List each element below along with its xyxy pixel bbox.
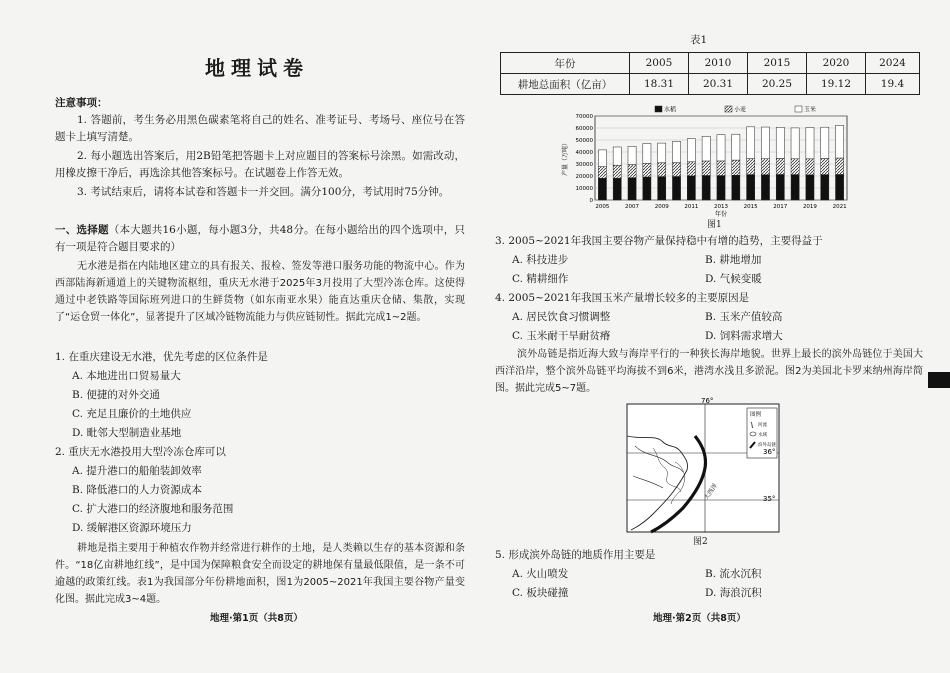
bar-segment <box>806 128 814 159</box>
legend-label: 小麦 <box>734 106 747 114</box>
question-2: 2. 重庆无水港投用大型冷冻仓库可以 <box>55 446 226 458</box>
bar-segment <box>702 161 710 176</box>
table-cell: 耕地总面积（亿亩） <box>501 74 630 95</box>
bar-segment <box>598 178 606 200</box>
farmland-table <box>500 52 920 95</box>
page-footer-left: 地理·第1页（共8页） <box>210 613 303 624</box>
bar-segment <box>687 162 695 176</box>
bar-segment <box>836 174 844 200</box>
bar-segment <box>776 127 784 158</box>
bar-segment <box>628 146 636 164</box>
q3-option-d[interactable]: D. 气候变暖 <box>705 273 762 285</box>
bar-segment <box>821 158 829 174</box>
bar-segment <box>687 176 695 200</box>
bar-segment <box>628 178 636 200</box>
legend-swatch <box>725 106 732 112</box>
passage-2: 耕地是指主要用于种植农作物并经常进行耕作的土地，是人类赖以生存的基本资源和条件。“18亿亩耕地红线”，是中国为保障粮食安全而设定的耕地保有量最低限值，是一条不可逾越的政策红线。表1为我国部分年份耕地面积，图1为2005~2021年我国主要谷物产量变化图。据此完成3~4题。 <box>55 543 465 605</box>
q1-option-c[interactable]: C. 充足且廉价的土地供应 <box>72 408 192 420</box>
bar-segment <box>658 177 666 200</box>
bar-segment <box>687 139 695 162</box>
passage-3: 滨外岛链是指近海大致与海岸平行的一种狭长海岸地貌。世界上最长的滨外岛链位于美国大西洋沿岸，整个滨外岛链平均海拔不到6米，港湾水浅且多淤泥。图2为美国北卡罗来纳州海岸简图。据此完成5~7题。 <box>495 349 923 394</box>
q4-option-a[interactable]: A. 居民饮食习惯调整 <box>512 311 611 323</box>
y-tick-label: 70000 <box>575 114 593 120</box>
table-caption: 表1 <box>690 34 708 46</box>
page-edge-marker <box>928 372 950 388</box>
q2-option-c[interactable]: C. 扩大港口的经济腹地和服务范围 <box>72 503 234 515</box>
legend-title: 图例 <box>750 412 762 418</box>
map-lat1-label: 36° <box>763 448 776 456</box>
bar-segment <box>747 175 755 200</box>
bar-segment <box>761 175 769 200</box>
bar-segment <box>717 176 725 200</box>
y-tick-label: 60000 <box>575 126 593 132</box>
bar-segment <box>613 165 621 178</box>
q3-option-a[interactable]: A. 科技进步 <box>512 254 569 266</box>
q3-option-b[interactable]: B. 耕地增加 <box>705 254 762 266</box>
bar-segment <box>658 143 666 163</box>
fig1-caption: 图1 <box>707 220 722 230</box>
q2-option-d[interactable]: D. 缓解港区资源环境压力 <box>72 522 192 534</box>
bar-segment <box>806 175 814 200</box>
q4-option-b[interactable]: B. 玉米产值较高 <box>705 311 783 323</box>
y-tick-label: 10000 <box>575 186 593 192</box>
legend-swatch <box>655 106 662 112</box>
table-cell: 19.4 <box>866 74 920 95</box>
y-tick-label: 40000 <box>575 150 593 156</box>
question-5: 5. 形成滨外岛链的地质作用主要是 <box>495 549 656 561</box>
y-axis-label: 产量（万吨） <box>562 139 569 177</box>
x-tick-label: 2015 <box>743 204 758 210</box>
q2-option-a[interactable]: A. 提升港口的船舶装卸效率 <box>72 465 202 477</box>
bar-segment <box>643 163 651 176</box>
page-right <box>475 0 950 673</box>
bar-segment <box>643 177 651 200</box>
table-cell: 19.12 <box>807 74 866 95</box>
map-sea-label: 大西洋 <box>702 482 719 502</box>
bar-segment <box>672 163 680 177</box>
notice-item-2: 2. 每小题选出答案后，用2B铅笔把答题卡上对应题目的答案标号涂黑。如需改动，用橡皮擦干净后，再选涂其他答案标号。在试题卷上作答无效。 <box>55 150 465 179</box>
bar-segment <box>717 135 725 161</box>
question-3: 3. 2005~2021年我国主要谷物产量保持稳中有增的趋势，主要得益于 <box>495 235 823 247</box>
bar-segment <box>776 158 784 174</box>
bar-segment <box>806 159 814 175</box>
question-1: 1. 在重庆建设无水港，优先考虑的区位条件是 <box>55 351 268 363</box>
x-tick-label: 2007 <box>625 204 640 210</box>
q5-option-c[interactable]: C. 板块碰撞 <box>512 587 569 599</box>
legend-label: 玉米 <box>804 106 817 114</box>
q1-option-b[interactable]: B. 便捷的对外交通 <box>72 389 160 401</box>
table-header-cell: 2010 <box>689 53 748 74</box>
bar-segment <box>747 127 755 159</box>
page-footer-right: 地理·第2页（共8页） <box>653 613 746 624</box>
x-tick-label: 2019 <box>802 204 817 210</box>
legend-water: 水域 <box>758 433 767 438</box>
section-heading <box>55 222 465 256</box>
x-tick-label: 2017 <box>773 204 788 210</box>
bar-segment <box>672 141 680 162</box>
bar-segment <box>613 147 621 165</box>
table-cell: 20.25 <box>748 74 807 95</box>
q5-option-b[interactable]: B. 流水沉积 <box>705 568 762 580</box>
q4-option-c[interactable]: C. 玉米耐干旱耐贫瘠 <box>512 330 611 342</box>
x-axis-label: 年份 <box>714 211 728 218</box>
bar-segment <box>791 175 799 200</box>
table-header-cell: 2015 <box>748 53 807 74</box>
bar-segment <box>836 158 844 174</box>
bar-segment <box>628 165 636 178</box>
notice-title: 注意事项： <box>55 97 108 109</box>
q5-option-a[interactable]: A. 火山喷发 <box>512 568 569 580</box>
passage-1: 无水港是指在内陆地区建立的具有报关、报检、签发等港口服务功能的物流中心。作为西部陆海新通道上的关键物流枢纽，重庆无水港于2025年3月投用了大型冷冻仓库。这使得通过中老铁路等国际班列进口的生鲜货物（如东南亚水果）能直达重庆仓储、集散，实现了“运仓贸一体化”，显著提升了区域冷链物流能力与供应链韧性。据此完成1~2题。 <box>55 261 465 323</box>
q3-option-c[interactable]: C. 精耕细作 <box>512 273 569 285</box>
q2-option-b[interactable]: B. 降低港口的人力资源成本 <box>72 484 202 496</box>
table-cell: 18.31 <box>630 74 689 95</box>
bar-segment <box>747 159 755 175</box>
bar-segment <box>761 127 769 159</box>
bar-segment <box>598 167 606 179</box>
table-cell: 20.31 <box>689 74 748 95</box>
y-tick-label: 20000 <box>575 174 593 180</box>
coast-map <box>623 396 783 536</box>
legend-swatch <box>795 106 802 112</box>
x-tick-label: 2009 <box>654 204 669 210</box>
bar-segment <box>672 177 680 200</box>
bar-segment <box>717 161 725 176</box>
question-4: 4. 2005~2021年我国玉米产量增长较多的主要原因是 <box>495 292 750 304</box>
fig2-caption: 图2 <box>693 537 708 547</box>
exam-title: 地理试卷 <box>205 56 309 80</box>
legend-island: 滨外岛链 <box>758 443 776 448</box>
bar-segment <box>732 160 740 175</box>
notice-item-1: 1. 答题前，考生务必用黑色碳素笔将自己的姓名、准考证号、考场号、座位号在答题卡上填写清楚。 <box>55 114 465 143</box>
y-tick-label: 0 <box>589 198 593 204</box>
q4-option-d[interactable]: D. 饲料需求增大 <box>705 330 783 342</box>
x-tick-label: 2013 <box>714 204 728 210</box>
table-row <box>501 74 920 95</box>
bar-segment <box>791 159 799 175</box>
bar-segment <box>658 163 666 177</box>
x-tick-label: 2005 <box>595 204 610 210</box>
legend-river: 河流 <box>758 423 767 428</box>
bar-segment <box>761 159 769 175</box>
x-tick-label: 2021 <box>832 204 847 210</box>
bar-segment <box>776 174 784 200</box>
map-lat2-label: 35° <box>763 495 776 503</box>
grain-production-chart <box>555 102 855 222</box>
table-header-cell: 2005 <box>630 53 689 74</box>
bar-segment <box>821 175 829 200</box>
notice-item-3: 3. 考试结束后，请将本试卷和答题卡一并交回。满分100分，考试用时75分钟。 <box>77 186 450 198</box>
q5-option-d[interactable]: D. 海浪沉积 <box>705 587 762 599</box>
y-tick-label: 30000 <box>575 162 593 168</box>
legend-label: 水稻 <box>664 106 677 114</box>
table-header-cell: 2020 <box>807 53 866 74</box>
bar-segment <box>702 175 710 200</box>
section-desc: （本大题共16小题，每小题3分，共48分。在每小题给出的四个选项中，只有一项是符合题目要求的） <box>55 224 465 253</box>
bar-segment <box>732 134 740 160</box>
bar-segment <box>732 175 740 200</box>
x-tick-label: 2011 <box>684 204 699 210</box>
bar-segment <box>643 144 651 164</box>
bar-segment <box>821 127 829 158</box>
bar-segment <box>613 178 621 200</box>
map-lon-label: 76° <box>701 397 714 405</box>
q1-option-a[interactable]: A. 本地进出口贸易量大 <box>72 370 181 382</box>
table-header-cell: 2024 <box>866 53 920 74</box>
bar-segment <box>836 125 844 158</box>
table-header-row <box>501 53 920 74</box>
q1-option-d[interactable]: D. 毗邻大型制造业基地 <box>72 427 182 439</box>
bar-segment <box>598 150 606 167</box>
bar-segment <box>791 128 799 159</box>
y-tick-label: 50000 <box>575 138 593 144</box>
section-title: 一、选择题 <box>55 224 109 236</box>
bar-segment <box>702 136 710 161</box>
table-header-cell: 年份 <box>501 53 630 74</box>
